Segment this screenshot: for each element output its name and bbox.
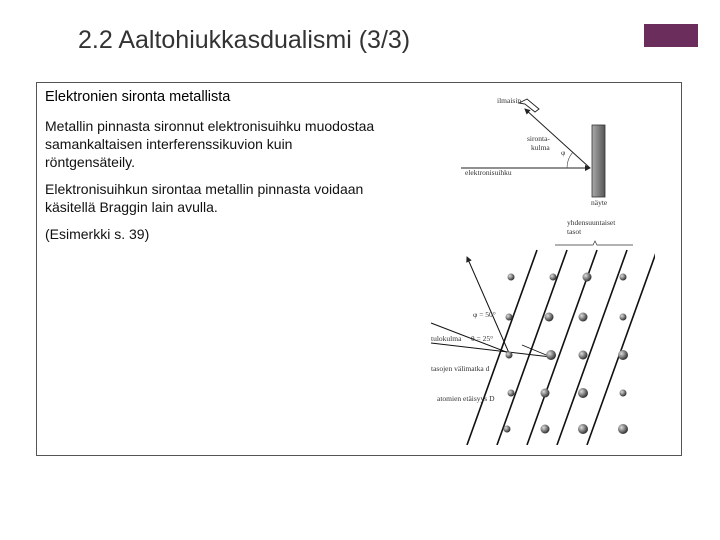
label-electron-beam: elektronisuihku — [465, 168, 512, 177]
label-plane-spacing: tasojen välimatka d — [431, 364, 490, 373]
bragg-planes-diagram — [431, 218, 655, 445]
paragraph-2: Elektronisuihkun sirontaa metallin pinnasta voidaan käsitellä Braggin lain avulla. — [45, 181, 364, 215]
label-atom-spacing: atomien etäisyys D — [437, 394, 495, 403]
accent-block — [644, 24, 698, 47]
planes-brace — [555, 241, 633, 245]
paragraph-1: Metallin pinnasta sironnut elektronisuihku muodostaa samankaltaisen interferenssikuvion kuin röntgensäteily. — [45, 118, 375, 170]
label-phi: φ — [561, 148, 566, 157]
section-heading: Elektronien sironta metallista — [45, 89, 231, 105]
paragraph-3: (Esimerkki s. 39) — [45, 226, 150, 242]
label-phi-value: φ = 50° — [473, 310, 496, 319]
angle-arc — [567, 152, 573, 168]
detector-icon — [519, 99, 539, 112]
label-incidence-angle: tulokulma — [431, 334, 462, 343]
content-frame — [36, 82, 682, 456]
setup-diagram — [461, 96, 608, 207]
text-column — [45, 89, 375, 252]
sample-plate — [592, 125, 605, 197]
label-theta-value: θ = 25° — [471, 334, 494, 343]
electron-scattering-figure — [427, 95, 655, 445]
slide-title: 2.2 Aaltohiukkasdualismi (3/3) — [78, 26, 411, 54]
label-scattering-angle: sironta-kulma — [527, 134, 550, 152]
label-detector: ilmaisin — [497, 96, 522, 105]
label-parallel-planes: yhdensuuntaiset tasot — [567, 218, 616, 236]
label-sample: näyte — [591, 198, 608, 207]
